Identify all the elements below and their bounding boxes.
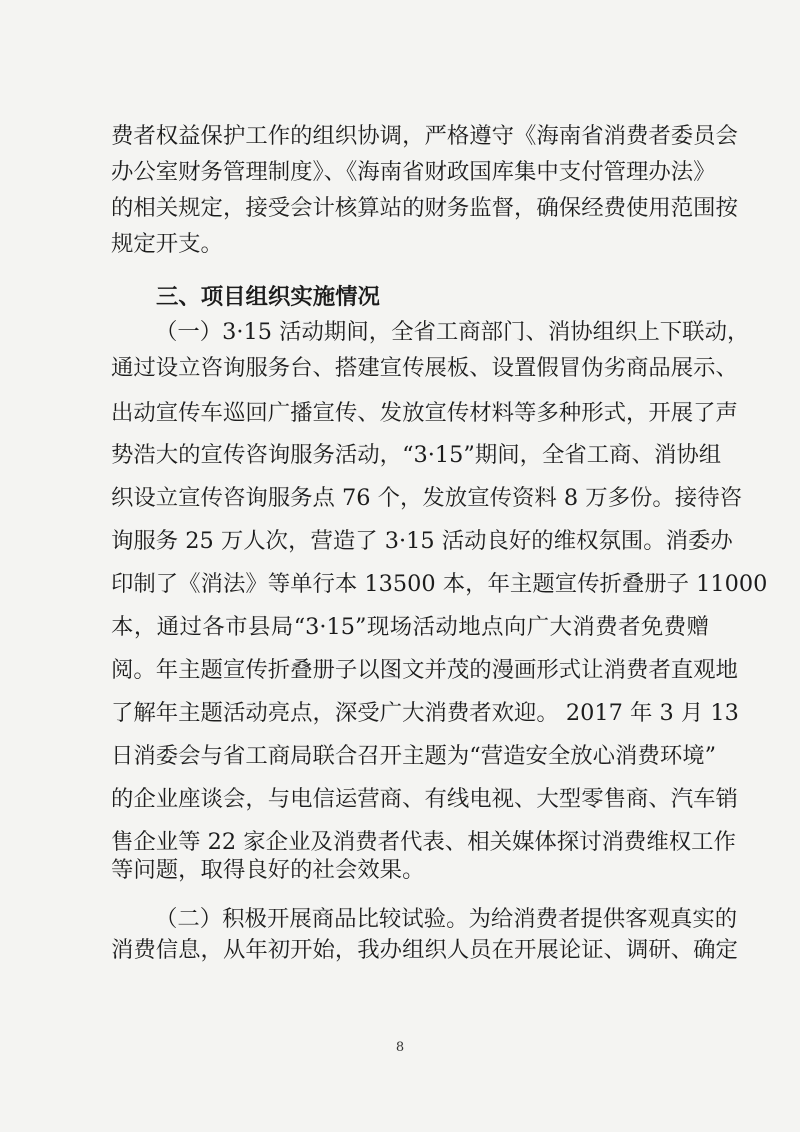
paragraph-1-line: 的相关规定，接受会计核算站的财务监督，确保经费使用范围按 [111,195,738,221]
paragraph-2-line: 阅。年主题宣传折叠册子以图文并茂的漫画形式让消费者直观地 [111,657,738,683]
paragraph-2-line: 织设立宣传咨询服务点 76 个，发放宣传资料 8 万多份。接待咨 [111,485,742,511]
paragraph-2-line: 询服务 25 万人次，营造了 3·15 活动良好的维权氛围。消委办 [111,528,733,554]
paragraph-2-line: 通过设立咨询服务台、搭建宣传展板、设置假冒伪劣商品展示、 [111,355,738,381]
paragraph-2-line: 势浩大的宣传咨询服务活动，“3·15”期间，全省工商、消协组 [111,442,722,468]
paragraph-2-line: 印制了《消法》等单行本 13500 本，年主题宣传折叠册子 11000 [111,571,768,597]
paragraph-2-line: 的企业座谈会，与电信运营商、有线电视、大型零售商、汽车销 [111,786,738,812]
paragraph-2-line: 本，通过各市县局“3·15”现场活动地点向广大消费者免费赠 [111,614,709,640]
paragraph-2-line: 出动宣传车巡回广播宣传、发放宣传材料等多种形式，开展了声 [111,400,738,426]
paragraph-2-line: 售企业等 22 家企业及消费者代表、相关媒体探讨消费维权工作 [111,829,736,855]
page-number: 8 [395,1040,405,1055]
paragraph-1-line: 办公室财务管理制度》、《海南省财政国库集中支付管理办法》 [111,159,716,185]
paragraph-2-line: 等问题，取得良好的社会效果。 [111,857,425,883]
paragraph-1-line: 规定开支。 [111,231,223,257]
paragraph-2-line: 日消委会与省工商局联合召开主题为“营造安全放心消费环境” [111,743,717,769]
paragraph-2-line: 了解年主题活动亮点，深受广大消费者欢迎。 2017 年 3 月 13 [111,700,739,726]
paragraph-1-line: 费者权益保护工作的组织协调，严格遵守《海南省消费者委员会 [111,123,738,149]
section-heading: 三、项目组织实施情况 [156,284,380,310]
paragraph-2-line: （一）3·15 活动期间，全省工商部门、消协组织上下联动， [155,319,750,345]
paragraph-3-line: 消费信息，从年初开始，我办组织人员在开展论证、调研、确定 [111,937,738,963]
paragraph-3-line: （二）积极开展商品比较试验。为给消费者提供客观真实的 [155,906,738,932]
